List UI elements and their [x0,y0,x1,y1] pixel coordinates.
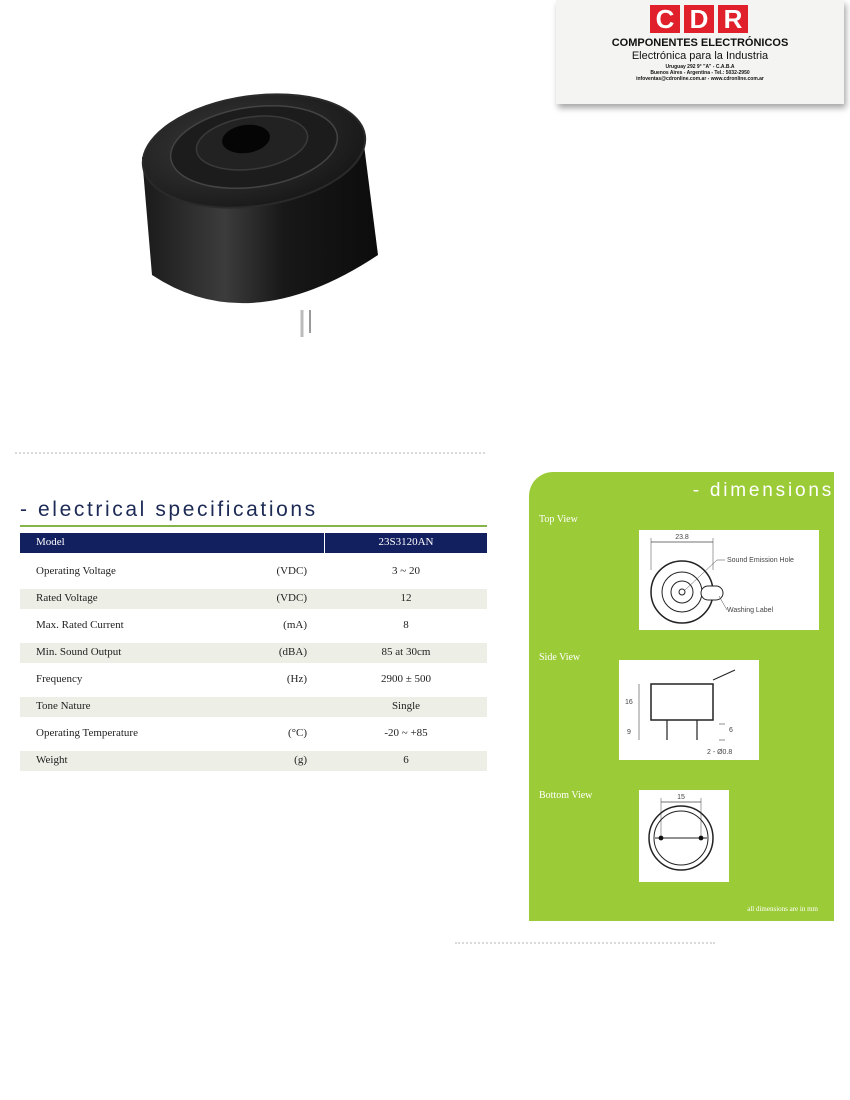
side-view-pin-offset: 6 [729,727,733,734]
spec-value: 85 at 30cm [381,646,431,658]
table-row [20,589,487,609]
spec-value: 8 [403,619,409,631]
spec-unit: (g) [294,754,307,766]
washing-label-callout: Washing Label [727,607,774,614]
spec-value: 12 [400,592,412,604]
bottom-view-label: Bottom View [539,790,593,801]
spec-unit: (mA) [283,619,307,631]
side-view-drawing [619,660,759,760]
company-address: Uruguay 292 9° "A" - C.A.B.A [665,64,735,70]
spec-name: Max. Rated Current [36,619,124,631]
table-row [20,751,487,771]
table-header-row [20,533,487,553]
logo-letter-c: C [650,5,680,33]
top-view-drawing [639,530,819,630]
title-underline [20,525,487,527]
company-location: Buenos Aires - Argentina - Tel.: 5032-2950 [650,70,750,76]
spec-unit: (VDC) [276,592,307,604]
spec-name: Tone Nature [36,700,91,712]
top-view-label: Top View [539,514,578,525]
spec-value: Single [391,700,421,712]
specifications-table [20,533,487,778]
spec-value: 6 [403,754,409,766]
bottom-view-pin-spacing: 15 [677,794,685,801]
spec-value: 2900 ± 500 [380,673,432,685]
spec-unit: (°C) [287,727,307,739]
spec-value: -20 ~ +85 [384,727,428,739]
company-contact: infoventas@cdronline.com.ar - www.cdronline.com.ar [636,76,764,82]
side-view-pin-spec: 2 - Ø0.8 [707,749,733,756]
company-tagline: COMPONENTES ELECTRÓNICOS [611,37,789,49]
logo-letter-r: R [718,5,748,33]
spec-unit: (Hz) [286,673,307,685]
spec-name: Frequency [36,673,83,685]
table-row [20,697,487,717]
spec-name: Weight [36,754,68,766]
table-row [20,562,487,582]
sound-emission-hole-label: Sound Emission Hole [727,557,794,564]
dimensions-unit-note: all dimensions are in mm [747,905,818,913]
top-view-diameter: 23.8 [675,534,689,541]
dimensions-panel [529,472,834,921]
spec-name: Min. Sound Output [36,646,122,658]
side-view-label: Side View [539,652,581,663]
model-label: Model [36,536,65,548]
spec-name: Operating Voltage [36,565,116,577]
spec-value: 3 ~ 20 [392,565,420,577]
spec-name: Rated Voltage [36,592,98,604]
spec-unit: (dBA) [278,646,307,658]
bottom-view-drawing [639,790,729,882]
dotted-separator-bottom [455,942,715,944]
dotted-separator-top [15,452,485,454]
electrical-specifications-title: - electrical specifications [20,498,318,521]
cdr-logo [650,5,748,33]
side-view-height: 16 [625,699,633,706]
buzzer-product-image [130,85,390,345]
table-row [20,616,487,636]
model-value: 23S3120AN [378,536,434,548]
table-row [20,724,487,744]
spec-unit: (VDC) [276,565,307,577]
dimensions-title: - dimensions [692,480,834,501]
spec-name: Operating Temperature [36,727,138,739]
company-logo-card [556,0,844,104]
logo-letter-d: D [684,5,714,33]
company-subtitle: Electrónica para la Industria [631,50,769,62]
table-row [20,670,487,690]
table-row [20,643,487,663]
side-view-pin-length: 9 [627,729,631,736]
